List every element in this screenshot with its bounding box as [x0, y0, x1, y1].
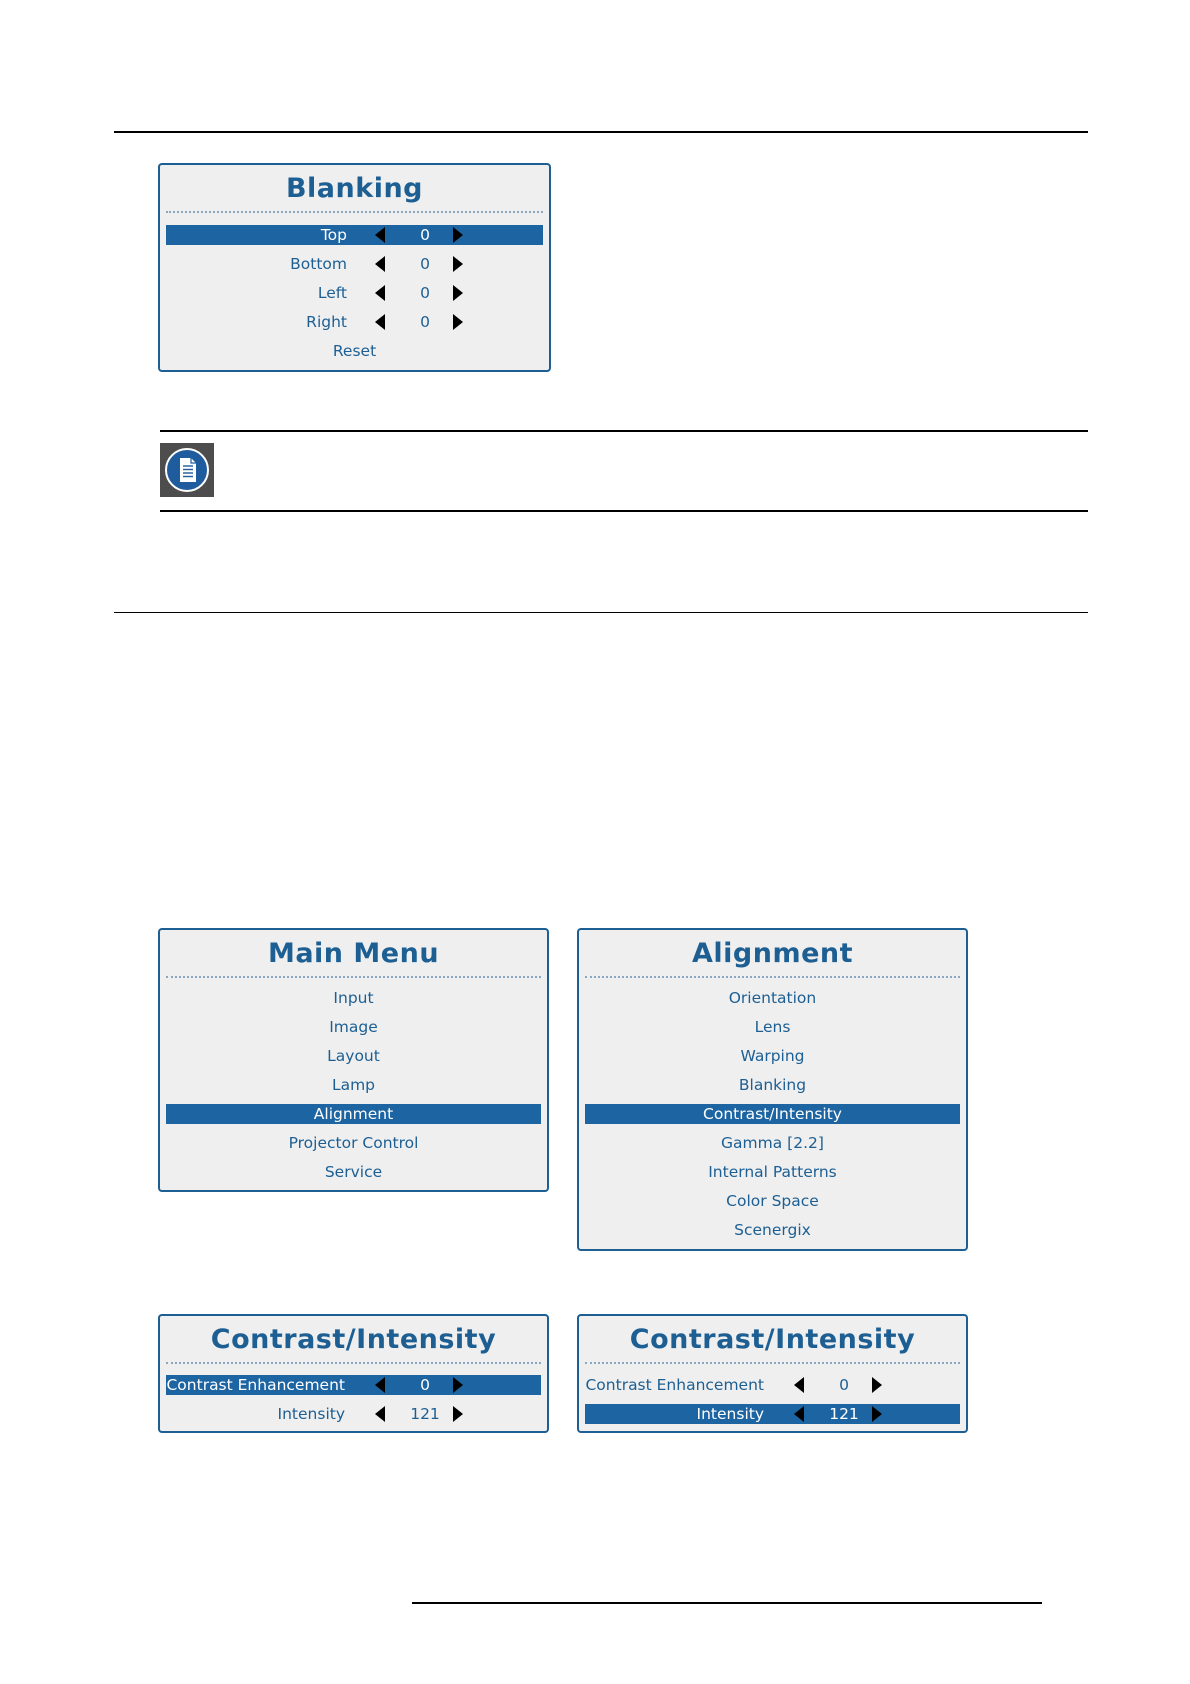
row-label: Bottom: [290, 255, 347, 273]
decrease-arrow-icon[interactable]: [375, 285, 385, 301]
title-divider: [166, 211, 543, 213]
menu-item-alignment[interactable]: [166, 1104, 541, 1124]
menu-row-reset[interactable]: [166, 341, 543, 361]
title-divider: [166, 976, 541, 978]
footer-rule: [412, 1602, 1042, 1604]
increase-arrow-icon[interactable]: [453, 1377, 463, 1393]
panel-title: Contrast/Intensity: [629, 1324, 916, 1355]
menu-item-label: Lens: [754, 1018, 791, 1036]
header-rule: [114, 131, 1088, 133]
title-divider: [166, 1362, 541, 1364]
menu-item-lamp[interactable]: [166, 1075, 541, 1095]
menu-item-scenergix[interactable]: [585, 1220, 960, 1240]
menu-row-left[interactable]: [166, 283, 543, 303]
row-value: 0: [420, 226, 430, 244]
menu-item-label: Input: [333, 989, 374, 1007]
row-value: 121: [829, 1405, 859, 1423]
menu-item-label: Alignment: [313, 1105, 394, 1123]
menu-row-right[interactable]: [166, 312, 543, 332]
menu-item-warping[interactable]: [585, 1046, 960, 1066]
increase-arrow-icon[interactable]: [453, 1406, 463, 1422]
row-label: Intensity: [277, 1405, 345, 1423]
main-menu-panel: [158, 928, 549, 1192]
row-value: 0: [420, 255, 430, 273]
menu-item-input[interactable]: [166, 988, 541, 1008]
menu-item-image[interactable]: [166, 1017, 541, 1037]
menu-item-blanking[interactable]: [585, 1075, 960, 1095]
menu-row-bottom[interactable]: [166, 254, 543, 274]
increase-arrow-icon[interactable]: [872, 1406, 882, 1422]
increase-arrow-icon[interactable]: [453, 285, 463, 301]
alignment-menu-panel: [577, 928, 968, 1251]
menu-item-label: Internal Patterns: [708, 1163, 837, 1181]
menu-item-label: Blanking: [738, 1076, 807, 1094]
note-bottom-rule: [160, 510, 1088, 512]
menu-item-label: Projector Control: [288, 1134, 419, 1152]
menu-item-label: Lamp: [331, 1076, 376, 1094]
row-label: Right: [306, 313, 347, 331]
menu-item-layout[interactable]: [166, 1046, 541, 1066]
increase-arrow-icon[interactable]: [453, 256, 463, 272]
menu-item-label: Layout: [327, 1047, 380, 1065]
menu-item-label: Contrast/Intensity: [703, 1105, 842, 1123]
decrease-arrow-icon[interactable]: [794, 1377, 804, 1393]
menu-row-intensity[interactable]: [166, 1404, 541, 1424]
row-value: 0: [420, 313, 430, 331]
decrease-arrow-icon[interactable]: [375, 256, 385, 272]
menu-item-label: Scenergix: [734, 1221, 811, 1239]
note-document-icon: [160, 443, 214, 497]
increase-arrow-icon[interactable]: [453, 314, 463, 330]
increase-arrow-icon[interactable]: [872, 1377, 882, 1393]
menu-item-lens[interactable]: [585, 1017, 960, 1037]
menu-item-label: Warping: [740, 1047, 805, 1065]
document-icon: [167, 450, 207, 490]
menu-item-contrast-intensity[interactable]: [585, 1104, 960, 1124]
title-divider: [585, 1362, 960, 1364]
row-value: 0: [420, 1376, 430, 1394]
panel-title: Main Menu: [267, 938, 440, 969]
row-label: Top: [320, 226, 347, 244]
menu-item-internal-patterns[interactable]: [585, 1162, 960, 1182]
menu-row-intensity[interactable]: [585, 1404, 960, 1424]
decrease-arrow-icon[interactable]: [375, 227, 385, 243]
menu-item-label: Image: [329, 1018, 378, 1036]
menu-row-contrast-enhancement[interactable]: [585, 1375, 960, 1395]
menu-item-service[interactable]: [166, 1162, 541, 1182]
note-top-rule: [160, 430, 1088, 432]
decrease-arrow-icon[interactable]: [375, 314, 385, 330]
contrast-intensity-panel-a: [158, 1314, 549, 1433]
row-label: Left: [317, 284, 347, 302]
menu-row-contrast-enhancement[interactable]: [166, 1375, 541, 1395]
section-rule: [114, 612, 1088, 613]
increase-arrow-icon[interactable]: [453, 227, 463, 243]
row-label: Intensity: [696, 1405, 764, 1423]
decrease-arrow-icon[interactable]: [794, 1406, 804, 1422]
row-label: Contrast Enhancement: [585, 1376, 764, 1394]
menu-item-label: Color Space: [726, 1192, 819, 1210]
menu-item-orientation[interactable]: [585, 988, 960, 1008]
title-divider: [585, 976, 960, 978]
menu-item-label: Service: [324, 1163, 383, 1181]
menu-item-gamma[interactable]: [585, 1133, 960, 1153]
panel-title: Blanking: [285, 173, 424, 204]
decrease-arrow-icon[interactable]: [375, 1406, 385, 1422]
row-label: Contrast Enhancement: [166, 1376, 345, 1394]
menu-item-label: Gamma [2.2]: [721, 1134, 824, 1152]
menu-item-projector-control[interactable]: [166, 1133, 541, 1153]
row-value: 0: [420, 284, 430, 302]
contrast-intensity-panel-b: [577, 1314, 968, 1433]
menu-row-top[interactable]: [166, 225, 543, 245]
row-value: 121: [410, 1405, 440, 1423]
blanking-menu-panel: [158, 163, 551, 372]
note-icon-circle: [165, 448, 209, 492]
panel-title: Alignment: [691, 938, 854, 969]
reset-label: Reset: [332, 342, 377, 360]
menu-item-label: Orientation: [728, 989, 817, 1007]
row-value: 0: [839, 1376, 849, 1394]
decrease-arrow-icon[interactable]: [375, 1377, 385, 1393]
panel-title: Contrast/Intensity: [210, 1324, 497, 1355]
menu-item-color-space[interactable]: [585, 1191, 960, 1211]
